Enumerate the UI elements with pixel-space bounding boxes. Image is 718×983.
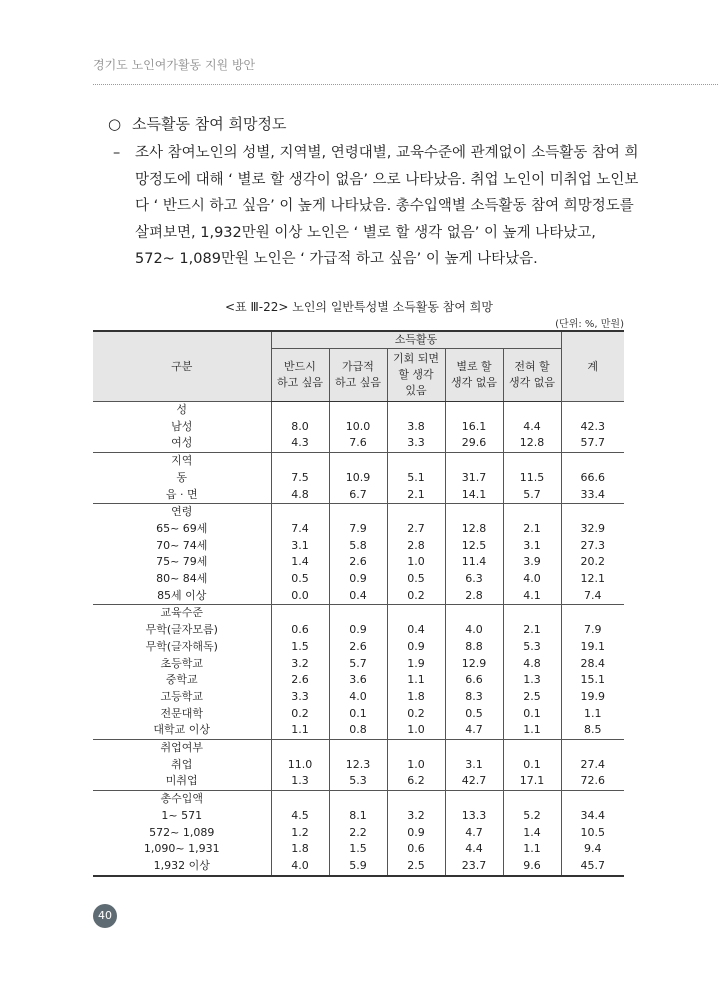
total-cell: 66.6 xyxy=(561,470,624,487)
table-caption: <표 Ⅲ-22> 노인의 일반특성별 소득활동 참여 희망 xyxy=(225,300,493,314)
value-cell: 11.0 xyxy=(271,757,329,774)
row-label: 여성 xyxy=(171,436,193,450)
row-label: 초등학교 xyxy=(160,656,203,670)
value-cell: 0.5 xyxy=(445,706,503,723)
table-row xyxy=(93,538,624,555)
table-row xyxy=(93,825,624,842)
value-cell: 6.3 xyxy=(445,571,503,588)
group-label: 연령 xyxy=(93,504,271,521)
table-row xyxy=(93,689,624,706)
total-cell: 20.2 xyxy=(561,554,624,571)
table-row xyxy=(93,773,624,790)
value-cell: 3.3 xyxy=(271,689,329,706)
value-cell: 1.1 xyxy=(387,672,445,689)
row-label: 전문대학 xyxy=(160,706,203,720)
row-label: 572~ 1,089 xyxy=(149,825,215,839)
total-cell: 45.7 xyxy=(561,858,624,876)
value-cell: 8.3 xyxy=(445,689,503,706)
value-cell: 0.2 xyxy=(271,706,329,723)
paragraph-line: 살펴보면, 1,932만원 이상 노인은 ‘ 별로 할 생각 없음’ 이 높게 나타났고, xyxy=(135,224,596,241)
header-col-definitely: 반드시 하고 싶음 xyxy=(271,349,329,402)
total-cell: 19.1 xyxy=(561,639,624,656)
row-label: 동 xyxy=(176,470,188,484)
value-cell: 14.1 xyxy=(445,487,503,504)
table-row xyxy=(93,571,624,588)
row-label: 75~ 79세 xyxy=(156,555,208,569)
value-cell: 1.5 xyxy=(271,639,329,656)
row-label: 70~ 74세 xyxy=(156,538,208,552)
value-cell: 1.9 xyxy=(387,656,445,673)
value-cell: 0.9 xyxy=(329,622,387,639)
table-row xyxy=(93,858,624,876)
row-label: 미취업 xyxy=(165,774,198,788)
value-cell: 23.7 xyxy=(445,858,503,876)
value-cell: 1.8 xyxy=(387,689,445,706)
total-cell: 7.4 xyxy=(561,588,624,605)
table-row xyxy=(93,706,624,723)
value-cell: 1.1 xyxy=(503,841,561,858)
table-group-row xyxy=(93,453,624,470)
total-cell: 19.9 xyxy=(561,689,624,706)
value-cell: 0.5 xyxy=(271,571,329,588)
row-label: 85세 이상 xyxy=(157,588,207,602)
total-cell: 42.3 xyxy=(561,419,624,436)
value-cell: 3.1 xyxy=(271,538,329,555)
header-divider xyxy=(93,84,718,85)
paragraph-line: 572~ 1,089만원 노인은 ‘ 가급적 하고 싶음’ 이 높게 나타났음. xyxy=(135,251,538,267)
total-cell: 10.5 xyxy=(561,825,624,842)
value-cell: 5.8 xyxy=(329,538,387,555)
value-cell: 4.3 xyxy=(271,435,329,452)
value-cell: 11.4 xyxy=(445,554,503,571)
table-row xyxy=(93,588,624,605)
row-label: 무학(글자모름) xyxy=(145,623,218,637)
value-cell: 16.1 xyxy=(445,419,503,436)
value-cell: 0.1 xyxy=(503,706,561,723)
row-label: 1,932 이상 xyxy=(93,858,271,876)
value-cell: 2.5 xyxy=(503,689,561,706)
value-cell: 4.8 xyxy=(503,656,561,673)
header-group-income-activity: 소득활동 xyxy=(271,331,561,349)
value-cell: 4.8 xyxy=(271,487,329,504)
value-cell: 4.7 xyxy=(445,722,503,739)
value-cell: 5.3 xyxy=(329,773,387,790)
value-cell: 4.5 xyxy=(271,808,329,825)
group-label: 성 xyxy=(93,402,271,419)
value-cell: 1.2 xyxy=(271,825,329,842)
value-cell: 7.5 xyxy=(271,470,329,487)
value-cell: 7.4 xyxy=(271,521,329,538)
value-cell: 0.1 xyxy=(329,706,387,723)
value-cell: 1.3 xyxy=(271,773,329,790)
value-cell: 2.6 xyxy=(329,639,387,656)
value-cell: 2.6 xyxy=(329,554,387,571)
table-row xyxy=(93,435,624,452)
value-cell: 4.4 xyxy=(503,419,561,436)
value-cell: 0.6 xyxy=(387,841,445,858)
value-cell: 5.3 xyxy=(503,639,561,656)
value-cell: 12.8 xyxy=(503,435,561,452)
page-number: 40 xyxy=(93,904,117,928)
total-cell: 7.9 xyxy=(561,622,624,639)
table-group-row xyxy=(93,504,624,521)
value-cell: 3.6 xyxy=(329,672,387,689)
table-row xyxy=(93,487,624,504)
value-cell: 42.7 xyxy=(445,773,503,790)
row-label: 읍 · 면 xyxy=(165,487,198,501)
total-cell: 72.6 xyxy=(561,773,624,790)
table-row xyxy=(93,470,624,487)
table-row xyxy=(93,656,624,673)
value-cell: 13.3 xyxy=(445,808,503,825)
value-cell: 3.9 xyxy=(503,554,561,571)
header-total: 계 xyxy=(561,331,624,402)
value-cell: 0.4 xyxy=(329,588,387,605)
value-cell: 1.5 xyxy=(329,841,387,858)
header-col-if-possible: 가급적 하고 싶음 xyxy=(329,349,387,402)
total-cell: 32.9 xyxy=(561,521,624,538)
section-title-text: 소득활동 참여 희망정도 xyxy=(132,115,287,133)
row-label: 남성 xyxy=(171,419,193,433)
value-cell: 0.2 xyxy=(387,588,445,605)
value-cell: 4.0 xyxy=(503,571,561,588)
group-label: 지역 xyxy=(93,453,271,470)
table-row xyxy=(93,554,624,571)
group-label: 교육수준 xyxy=(93,605,271,622)
value-cell: 2.1 xyxy=(387,487,445,504)
header-col-not-at-all: 전혀 할 생각 없음 xyxy=(503,349,561,402)
value-cell: 7.9 xyxy=(329,521,387,538)
total-cell: 57.7 xyxy=(561,435,624,452)
value-cell: 11.5 xyxy=(503,470,561,487)
value-cell: 17.1 xyxy=(503,773,561,790)
header-category: 구분 xyxy=(93,331,271,402)
value-cell: 3.2 xyxy=(387,808,445,825)
value-cell: 4.0 xyxy=(445,622,503,639)
header-col-not-really: 별로 할 생각 없음 xyxy=(445,349,503,402)
table-row xyxy=(93,841,624,858)
group-label: 총수입액 xyxy=(93,791,271,808)
table-group-row xyxy=(93,740,624,757)
dash-bullet-icon: – xyxy=(113,145,121,161)
value-cell: 29.6 xyxy=(445,435,503,452)
section-heading xyxy=(108,113,286,134)
value-cell: 3.2 xyxy=(271,656,329,673)
value-cell: 0.5 xyxy=(387,571,445,588)
value-cell: 5.2 xyxy=(503,808,561,825)
value-cell: 4.4 xyxy=(445,841,503,858)
value-cell: 3.3 xyxy=(387,435,445,452)
value-cell: 1.1 xyxy=(271,722,329,739)
table-row xyxy=(93,672,624,689)
value-cell: 0.1 xyxy=(503,757,561,774)
value-cell: 4.1 xyxy=(503,588,561,605)
row-label: 무학(글자해독) xyxy=(145,639,218,653)
value-cell: 1.3 xyxy=(503,672,561,689)
paragraph-line: 다 ‘ 반드시 하고 싶음’ 이 높게 나타났음. 총수입액별 소득활동 참여 희망정도를 xyxy=(135,198,634,214)
value-cell: 1.4 xyxy=(503,825,561,842)
total-cell: 27.4 xyxy=(561,757,624,774)
row-label: 대학교 이상 xyxy=(153,723,211,737)
value-cell: 0.9 xyxy=(387,825,445,842)
value-cell: 10.0 xyxy=(329,419,387,436)
value-cell: 1.1 xyxy=(503,722,561,739)
value-cell: 2.8 xyxy=(445,588,503,605)
value-cell: 0.2 xyxy=(387,706,445,723)
row-label: 1,090~ 1,931 xyxy=(143,842,220,856)
value-cell: 0.4 xyxy=(387,622,445,639)
value-cell: 4.7 xyxy=(445,825,503,842)
group-label: 취업여부 xyxy=(93,740,271,757)
value-cell: 1.8 xyxy=(271,841,329,858)
table-group-row xyxy=(93,402,624,419)
running-header: 경기도 노인여가활동 지원 방안 xyxy=(93,58,256,72)
value-cell: 2.8 xyxy=(387,538,445,555)
value-cell: 1.0 xyxy=(387,554,445,571)
total-cell: 12.1 xyxy=(561,571,624,588)
value-cell: 4.0 xyxy=(329,689,387,706)
table-row xyxy=(93,639,624,656)
row-label: 취업 xyxy=(171,757,193,771)
value-cell: 5.7 xyxy=(329,656,387,673)
table-row xyxy=(93,722,624,739)
row-label: 중학교 xyxy=(165,673,198,687)
table-row xyxy=(93,808,624,825)
value-cell: 1.0 xyxy=(387,722,445,739)
value-cell: 1.0 xyxy=(387,757,445,774)
total-cell: 33.4 xyxy=(561,487,624,504)
table-row xyxy=(93,757,624,774)
value-cell: 0.9 xyxy=(387,639,445,656)
table-row xyxy=(93,419,624,436)
value-cell: 9.6 xyxy=(503,858,561,876)
value-cell: 5.9 xyxy=(329,858,387,876)
table-unit-note: (단위: %, 만원) xyxy=(555,319,624,330)
value-cell: 1.4 xyxy=(271,554,329,571)
value-cell: 0.6 xyxy=(271,622,329,639)
row-label: 1~ 571 xyxy=(161,808,203,822)
paragraph-line: – 조사 참여노인의 성별, 지역별, 연령대별, 교육수준에 관계없이 소득활동 참여 희 xyxy=(113,140,629,167)
total-cell: 28.4 xyxy=(561,656,624,673)
body-paragraph xyxy=(113,140,639,273)
value-cell: 2.6 xyxy=(271,672,329,689)
total-cell: 9.4 xyxy=(561,841,624,858)
total-cell: 1.1 xyxy=(561,706,624,723)
value-cell: 2.2 xyxy=(329,825,387,842)
total-cell: 34.4 xyxy=(561,808,624,825)
table-body xyxy=(93,402,624,876)
value-cell: 12.8 xyxy=(445,521,503,538)
value-cell: 10.9 xyxy=(329,470,387,487)
value-cell: 3.8 xyxy=(387,419,445,436)
total-cell: 8.5 xyxy=(561,722,624,739)
value-cell: 6.6 xyxy=(445,672,503,689)
value-cell: 0.8 xyxy=(329,722,387,739)
value-cell: 8.0 xyxy=(271,419,329,436)
value-cell: 2.1 xyxy=(503,622,561,639)
value-cell: 8.8 xyxy=(445,639,503,656)
value-cell: 6.2 xyxy=(387,773,445,790)
value-cell: 3.1 xyxy=(445,757,503,774)
value-cell: 2.1 xyxy=(503,521,561,538)
value-cell: 3.1 xyxy=(503,538,561,555)
row-label: 고등학교 xyxy=(160,689,203,703)
value-cell: 12.5 xyxy=(445,538,503,555)
table-row xyxy=(93,521,624,538)
value-cell: 2.7 xyxy=(387,521,445,538)
row-label: 65~ 69세 xyxy=(156,521,208,535)
total-cell: 27.3 xyxy=(561,538,624,555)
value-cell: 31.7 xyxy=(445,470,503,487)
value-cell: 0.0 xyxy=(271,588,329,605)
total-cell: 15.1 xyxy=(561,672,624,689)
value-cell: 2.5 xyxy=(387,858,445,876)
table-row xyxy=(93,622,624,639)
value-cell: 12.9 xyxy=(445,656,503,673)
table-group-row xyxy=(93,605,624,622)
value-cell: 4.0 xyxy=(271,858,329,876)
value-cell: 6.7 xyxy=(329,487,387,504)
value-cell: 8.1 xyxy=(329,808,387,825)
table-group-row xyxy=(93,791,624,808)
value-cell: 5.7 xyxy=(503,487,561,504)
row-label: 80~ 84세 xyxy=(156,572,208,586)
header-col-if-opportunity: 기회 되면 할 생각 있음 xyxy=(387,349,445,402)
income-activity-table xyxy=(93,330,624,877)
value-cell: 0.9 xyxy=(329,571,387,588)
value-cell: 7.6 xyxy=(329,435,387,452)
value-cell: 12.3 xyxy=(329,757,387,774)
value-cell: 5.1 xyxy=(387,470,445,487)
circle-bullet-icon: ○ xyxy=(108,115,122,133)
paragraph-line: 망정도에 대해 ‘ 별로 할 생각이 없음’ 으로 나타났음. 취업 노인이 미취업 노인보 xyxy=(135,171,639,188)
